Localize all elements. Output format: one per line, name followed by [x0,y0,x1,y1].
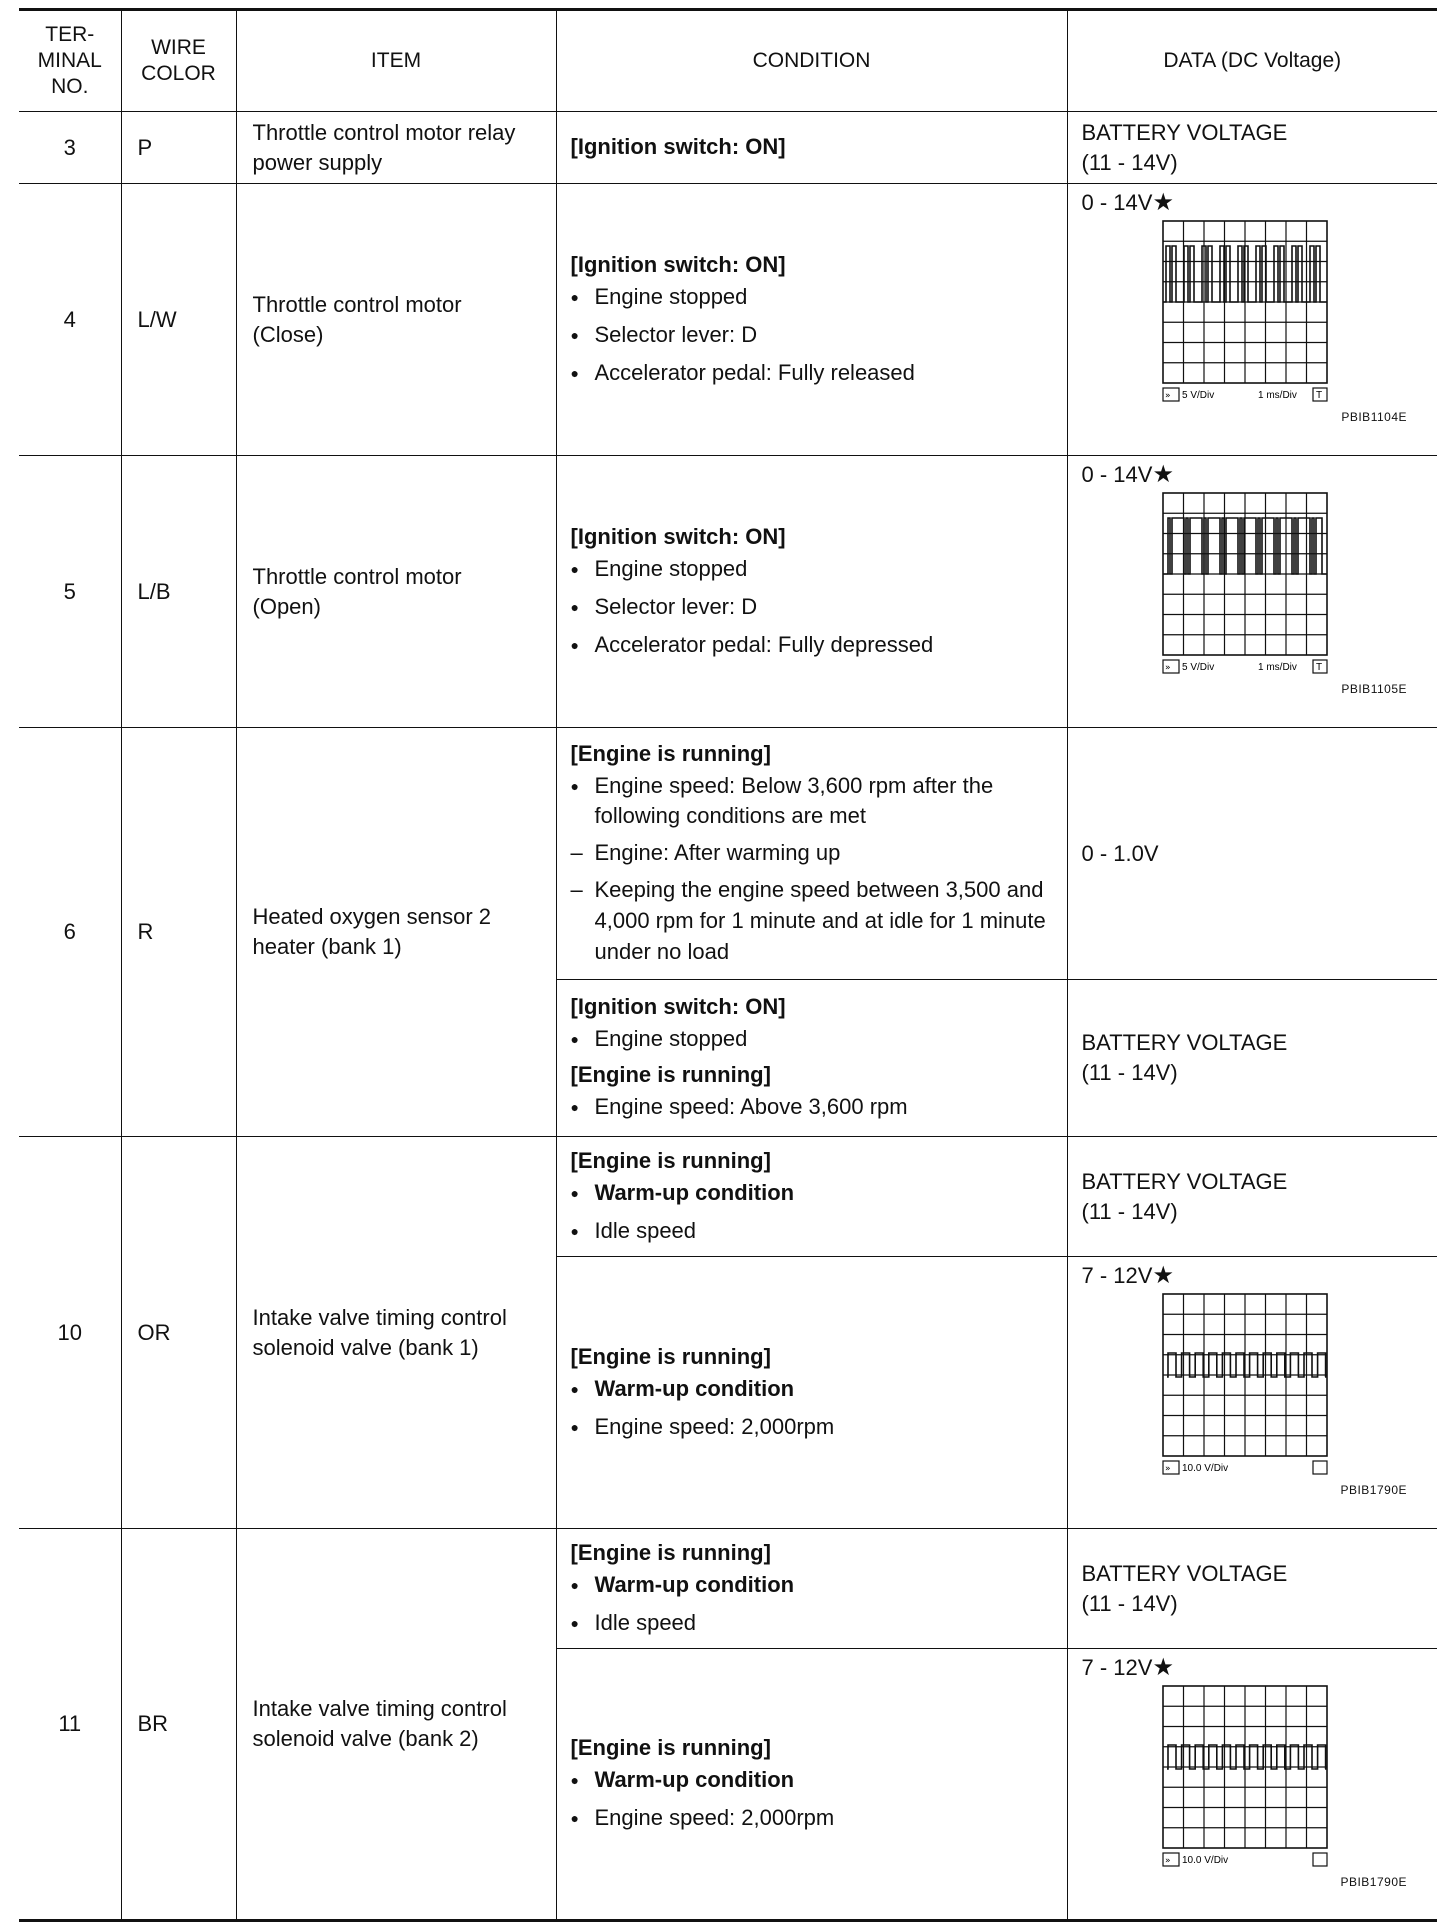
data-line: BATTERY VOLTAGE [1081,1560,1288,1586]
condition-bullet: ● Engine stopped [571,282,1053,312]
condition-dash: – Keeping the engine speed between 3,500 and 4,000 rpm for 1 minute and at idle for 1 minute under no load [571,874,1053,967]
star-icon: ★ [1152,1262,1174,1289]
wire-color: L/B [121,456,236,728]
voltage-label: 7 - 12V★ [1081,1262,1174,1289]
condition-bullet: ● Idle speed [571,1216,1053,1246]
condition-bullet: ● Engine stopped [571,554,1053,584]
header-condition: CONDITION [556,10,1067,112]
oscilloscope-waveform [1162,492,1328,674]
figure-code: PBIB1105E [1341,682,1407,696]
item-text: Heated oxygen sensor 2 heater (bank 1) [236,728,556,1137]
item-text: Throttle control motor relay power supply [236,112,556,184]
condition-header: [Engine is running] [570,1062,771,1087]
figure-code: PBIB1790E [1340,1875,1407,1889]
oscilloscope-waveform [1162,220,1328,402]
svg-text:»: » [1164,1856,1171,1866]
wire-color: R [121,728,236,1137]
wire-color: L/W [121,184,236,456]
condition [556,1529,1067,1649]
table-row [19,1529,1437,1649]
header-row [19,10,1437,112]
condition [556,980,1067,1137]
condition-bullet: ● Selector lever: D [571,592,1053,622]
scope-scale-volts: 10.0 V/Div [1181,1463,1228,1474]
figure-code: PBIB1104E [1341,410,1407,424]
condition-bullet: ● Accelerator pedal: Fully released [571,358,1053,388]
condition [556,1137,1067,1257]
data-line: (11 - 14V) [1081,1060,1178,1085]
condition [556,112,1067,184]
data-value: 0 - 1.0V [1067,728,1437,980]
data-value [1067,1649,1437,1921]
table-row [19,112,1437,184]
scope-scale-time: 1 ms/Div [1257,662,1297,673]
wire-color: OR [121,1137,236,1529]
terminal-no: 10 [19,1137,121,1529]
terminal-table [19,8,1437,1922]
data-line: (11 - 14V) [1081,149,1178,175]
table-row [19,728,1437,980]
item-text: Intake valve timing control solenoid valve (bank 1) [236,1137,556,1529]
data-value [1067,980,1437,1137]
condition-header: [Ignition switch: ON] [570,994,786,1019]
data-value [1067,1529,1437,1649]
terminal-no: 3 [19,112,121,184]
scope-scale-volts: 10.0 V/Div [1181,1855,1228,1866]
header-wire-color: WIRE COLOR [121,10,236,112]
condition-header: [Ignition switch: ON] [570,133,786,159]
table-row [19,1137,1437,1257]
condition-header: [Engine is running] [570,1147,771,1173]
item-line: (Open) [252,593,321,619]
data-line: (11 - 14V) [1081,1590,1178,1616]
figure-code: PBIB1790E [1340,1483,1407,1497]
condition-bullet: ● Engine speed: Below 3,600 rpm after the following conditions are met [571,771,1053,831]
item-line: Throttle control motor [252,563,462,589]
item-line: (Close) [252,321,324,347]
star-icon: ★ [1152,1654,1174,1681]
condition-bullet: ● Engine speed: 2,000rpm [571,1803,1053,1833]
terminal-no: 11 [19,1529,121,1921]
oscilloscope-waveform [1162,1293,1328,1475]
scope-scale-volts: 5 V/Div [1181,390,1214,401]
data-line: BATTERY VOLTAGE [1081,1030,1288,1055]
wire-color: BR [121,1529,236,1921]
svg-text:»: » [1164,1464,1171,1474]
condition-header: [Ignition switch: ON] [570,523,786,549]
condition-bullet: ● Engine speed: Above 3,600 rpm [571,1092,1053,1122]
data-value [1067,456,1437,728]
condition [556,1257,1067,1529]
scope-trigger: T [1315,662,1322,673]
condition-bullet: ● Warm-up condition [571,1765,1053,1795]
condition-bullet: ● Idle speed [571,1608,1053,1638]
star-icon: ★ [1152,189,1174,216]
svg-text:»: » [1164,663,1171,673]
condition-header: [Engine is running] [570,1343,771,1369]
condition [556,184,1067,456]
data-value [1067,1257,1437,1529]
wire-color: P [121,112,236,184]
svg-text:»: » [1164,391,1171,401]
condition-bullet: ● Accelerator pedal: Fully depressed [571,630,1053,660]
condition-header: [Engine is running] [570,740,771,766]
voltage-label: 7 - 12V★ [1081,1654,1174,1681]
voltage-label: 0 - 14V★ [1081,461,1174,488]
item-line: Throttle control motor [252,291,462,317]
condition [556,728,1067,980]
condition-bullet: ● Warm-up condition [571,1178,1053,1208]
condition-header: [Engine is running] [570,1539,771,1565]
condition-bullet: ● Selector lever: D [571,320,1053,350]
terminal-no: 5 [19,456,121,728]
data-value [1067,184,1437,456]
condition [556,1649,1067,1921]
data-line: (11 - 14V) [1081,1198,1178,1224]
table-row [19,456,1437,728]
header-data: DATA (DC Voltage) [1067,10,1437,112]
header-item: ITEM [236,10,556,112]
oscilloscope-waveform [1162,1685,1328,1867]
condition-bullet: ● Engine speed: 2,000rpm [571,1412,1053,1442]
item-text [236,456,556,728]
condition-bullet: ● Warm-up condition [571,1374,1053,1404]
terminal-no: 4 [19,184,121,456]
condition-bullet: ● Warm-up condition [571,1570,1053,1600]
condition [556,456,1067,728]
header-terminal: TER- MINAL NO. [19,10,121,112]
condition-bullet: ● Engine stopped [571,1024,1053,1054]
condition-header: [Ignition switch: ON] [570,251,786,277]
data-line: BATTERY VOLTAGE [1081,1168,1288,1194]
condition-dash: – Engine: After warming up [571,837,1053,868]
table-row [19,184,1437,456]
data-value [1067,1137,1437,1257]
voltage-label: 0 - 14V★ [1081,189,1174,216]
item-text [236,184,556,456]
scope-trigger: T [1315,390,1322,401]
data-value [1067,112,1437,184]
scope-scale-time: 1 ms/Div [1257,390,1297,401]
terminal-no: 6 [19,728,121,1137]
data-line: BATTERY VOLTAGE [1081,119,1288,145]
star-icon: ★ [1152,461,1174,488]
item-text: Intake valve timing control solenoid valve (bank 2) [236,1529,556,1921]
scope-scale-volts: 5 V/Div [1181,662,1214,673]
condition-header: [Engine is running] [570,1735,771,1760]
